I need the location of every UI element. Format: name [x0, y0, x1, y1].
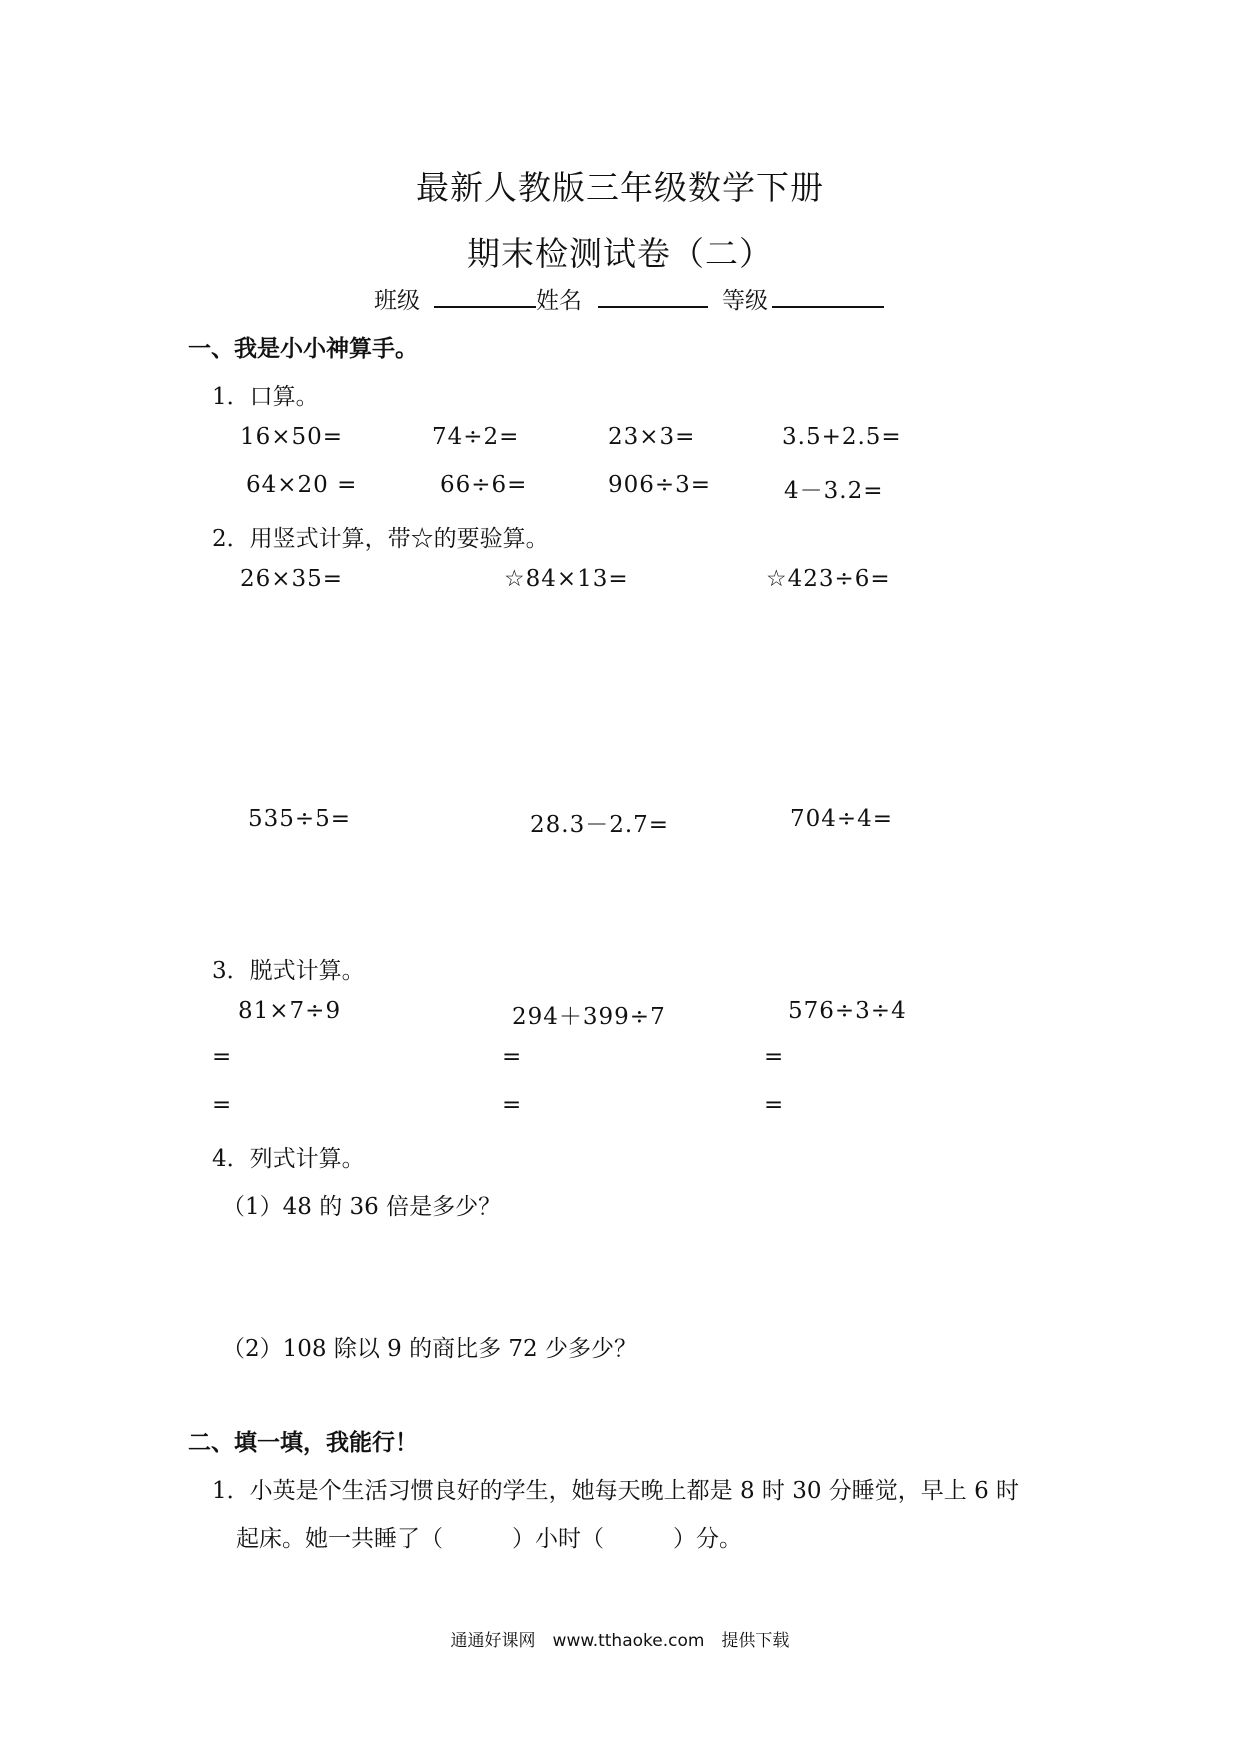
- equals-sign: =: [502, 1092, 522, 1118]
- step-calc-expr: 576÷3÷4: [788, 998, 907, 1024]
- fill-question-line-1: 1．小英是个生活习惯良好的学生，她每天晚上都是 8 时 30 分睡觉，早上 6 时: [212, 1478, 1020, 1504]
- grade-label: 等级: [722, 288, 768, 314]
- vertical-calc-item: 28.3－2.7=: [530, 812, 670, 838]
- q4-label: 4．列式计算。: [212, 1146, 365, 1172]
- grade-blank[interactable]: [772, 306, 884, 308]
- q1-label: 1．口算。: [212, 384, 319, 410]
- section-2-title: 二、填一填，我能行！: [188, 1430, 418, 1456]
- footer-note: 通通好课网 www.tthaoke.com 提供下载: [450, 1631, 790, 1651]
- oral-calc-item: 4－3.2=: [784, 478, 884, 504]
- vertical-calc-item: ☆84×13=: [504, 566, 629, 592]
- name-label: 姓名: [536, 288, 582, 314]
- section-1-title: 一、我是小小神算手。: [188, 336, 418, 362]
- vertical-calc-item: 26×35=: [240, 566, 344, 592]
- name-blank[interactable]: [598, 306, 708, 308]
- equals-sign: =: [764, 1092, 784, 1118]
- vertical-calc-item: 704÷4=: [790, 806, 894, 832]
- class-blank[interactable]: [434, 306, 536, 308]
- oral-calc-item: 66÷6=: [440, 472, 528, 498]
- oral-calc-item: 16×50=: [240, 424, 344, 450]
- q2-label: 2．用竖式计算，带☆的要验算。: [212, 526, 549, 552]
- step-calc-expr: 294＋399÷7: [512, 1004, 666, 1030]
- equals-sign: =: [502, 1044, 522, 1070]
- step-calc-expr: 81×7÷9: [238, 998, 342, 1024]
- q4-sub-2: （2）108 除以 9 的商比多 72 少多少？: [222, 1336, 637, 1362]
- equals-sign: =: [212, 1044, 232, 1070]
- oral-calc-item: 23×3=: [608, 424, 696, 450]
- oral-calc-item: 3.5+2.5=: [782, 424, 902, 450]
- vertical-calc-item: 535÷5=: [248, 806, 352, 832]
- title-line-1: 最新人教版三年级数学下册: [416, 168, 824, 207]
- title-line-2: 期末检测试卷（二）: [467, 234, 773, 273]
- fill-question-line-2: 起床。她一共睡了（ ）小时（ ）分。: [236, 1526, 742, 1552]
- oral-calc-item: 64×20 =: [246, 472, 358, 498]
- oral-calc-item: 74÷2=: [432, 424, 520, 450]
- q4-sub-1: （1）48 的 36 倍是多少？: [222, 1194, 502, 1220]
- vertical-calc-item: ☆423÷6=: [766, 566, 891, 592]
- class-label: 班级: [374, 288, 420, 314]
- oral-calc-item: 906÷3=: [608, 472, 712, 498]
- equals-sign: =: [212, 1092, 232, 1118]
- equals-sign: =: [764, 1044, 784, 1070]
- q3-label: 3．脱式计算。: [212, 958, 365, 984]
